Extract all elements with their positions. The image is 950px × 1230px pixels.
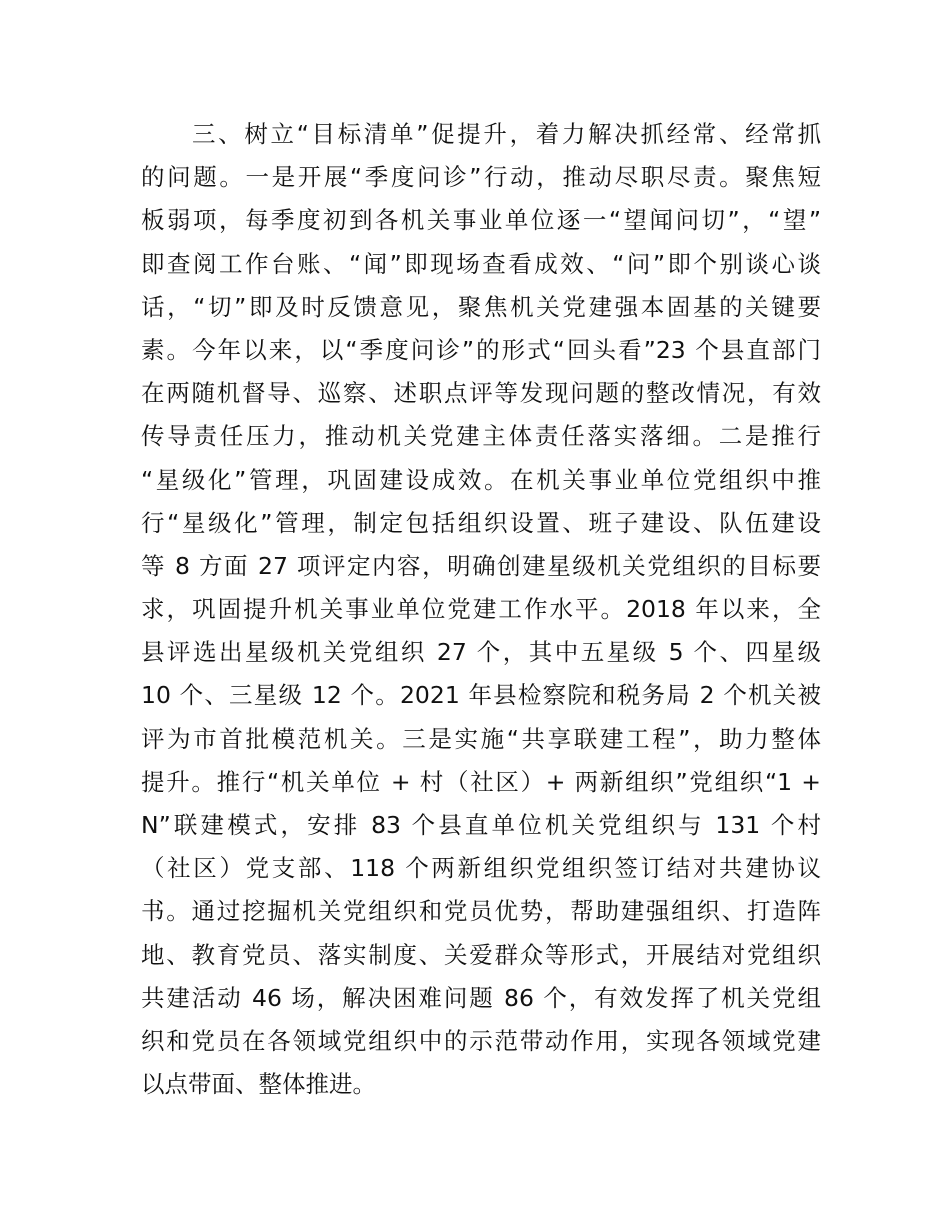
paragraph-line: 评为市首批模范机关。三是实施“共享联建工程”，助力整体: [141, 724, 821, 753]
paragraph-line: 三、树立“目标清单”促提升，着力解决抓经常、经常抓: [192, 120, 821, 148]
paragraph-line: 求，巩固提升机关事业单位党建工作水平。2018 年以来，全: [141, 595, 821, 624]
paragraph-line: 即查阅工作台账、“闻”即现场查看成效、“问”即个别谈心谈: [141, 249, 821, 278]
paragraph-line: N”联建模式，安排 83 个县直单位机关党组织与 131 个村: [141, 811, 821, 839]
paragraph-line: 的问题。一是开展“季度问诊”行动，推动尽职尽责。聚焦短: [141, 163, 821, 192]
paragraph-line: 板弱项，每季度初到各机关事业单位逐一“望闻问切”，“望”: [141, 206, 821, 235]
paragraph-line: 以点带面、整体推进。: [141, 1070, 376, 1099]
paragraph-line: 行“星级化”管理，制定包括组织设置、班子建设、队伍建设: [141, 508, 821, 537]
paragraph-line: 共建活动 46 场，解决困难问题 86 个，有效发挥了机关党组: [141, 983, 821, 1012]
body-paragraph: [141, 113, 821, 1106]
paragraph-line: 话，“切”即及时反馈意见，聚焦机关党建强本固基的关键要: [141, 292, 821, 321]
paragraph-line: （社区）党支部、118 个两新组织党组织签订结对共建协议: [141, 854, 821, 883]
paragraph-line: 织和党员在各领域党组织中的示范带动作用，实现各领域党建: [141, 1026, 821, 1055]
paragraph-line: 县评选出星级机关党组织 27 个，其中五星级 5 个、四星级: [141, 638, 821, 667]
paragraph-line: 提升。推行“机关单位 + 村（社区）+ 两新组织”党组织“1 +: [141, 767, 821, 796]
paragraph-line: 素。今年以来，以“季度问诊”的形式“回头看”23 个县直部门: [141, 335, 821, 364]
paragraph-line: “星级化”管理，巩固建设成效。在机关事业单位党组织中推: [141, 465, 821, 494]
paragraph-line: 地、教育党员、落实制度、关爱群众等形式，开展结对党组织: [141, 940, 821, 969]
paragraph-line: 在两随机督导、巡察、述职点评等发现问题的整改情况，有效: [141, 379, 821, 408]
paragraph-line: 10 个、三星级 12 个。2021 年县检察院和税务局 2 个机关被: [141, 681, 821, 710]
paragraph-line: 书。通过挖掘机关党组织和党员优势，帮助建强组织、打造阵: [141, 897, 821, 926]
paragraph-line: 等 8 方面 27 项评定内容，明确创建星级机关党组织的目标要: [141, 551, 821, 580]
paragraph-line: 传导责任压力，推动机关党建主体责任落实落细。二是推行: [141, 422, 821, 451]
